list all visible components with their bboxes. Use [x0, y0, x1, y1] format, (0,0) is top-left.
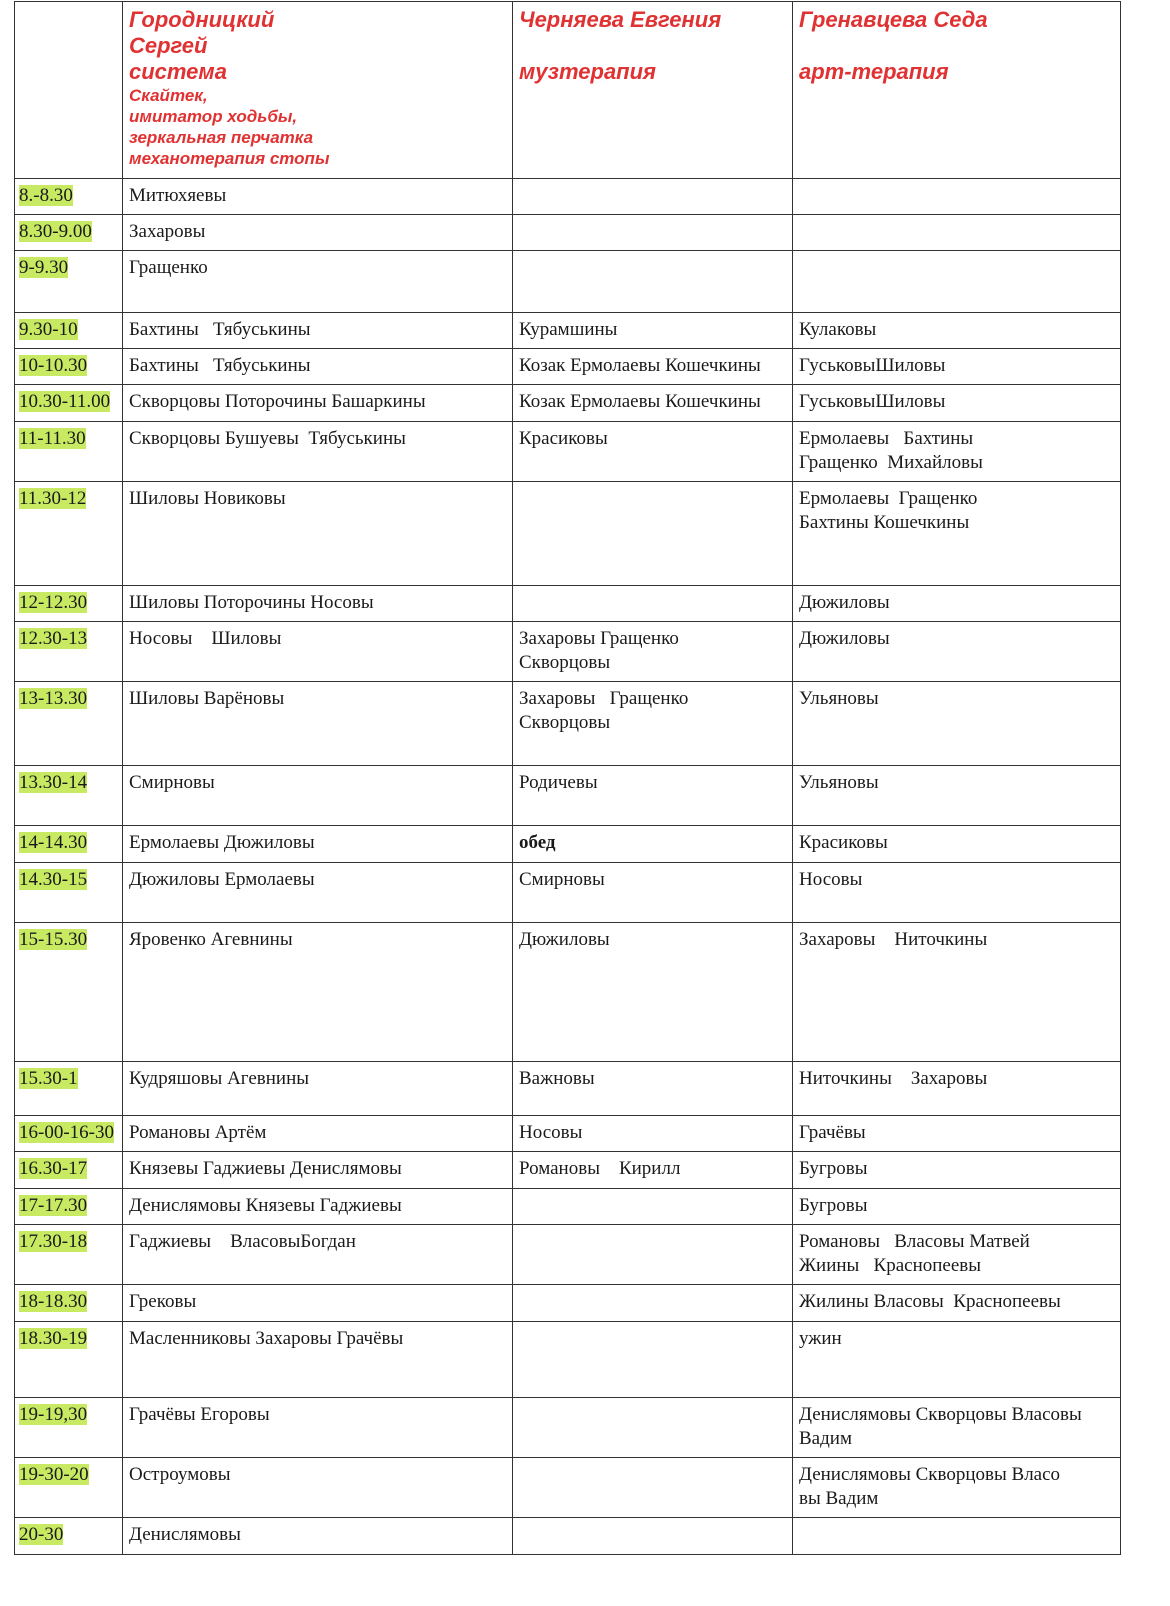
schedule-row	[15, 179, 1121, 215]
specialist-1-cell	[123, 1518, 513, 1555]
patients-text: Шиловы Поторочины Носовы	[129, 592, 374, 613]
header-time-cell	[15, 2, 123, 179]
time-slot-label: 13-13.30	[19, 688, 88, 709]
patients-text: Бахтины Тябуськины	[129, 355, 311, 376]
patients-text: Ермолаевы Бахтины Гращенко Михайловы	[799, 428, 983, 473]
schedule-row	[15, 215, 1121, 251]
specialist-3-cell	[793, 1285, 1121, 1322]
schedule-row	[15, 1116, 1121, 1152]
time-slot-label: 17.30-18	[19, 1231, 88, 1252]
schedule-row	[15, 622, 1121, 682]
patients-text: Ниточкины Захаровы	[799, 1068, 988, 1089]
patients-text: Дюжиловы Ермолаевы	[129, 869, 315, 890]
specialist-2-cell	[513, 766, 793, 826]
schedule-row	[15, 586, 1121, 622]
time-cell	[15, 482, 123, 586]
patients-text: Носовы Шиловы	[129, 628, 282, 649]
patients-text: Масленниковы Захаровы Грачёвы	[129, 1328, 404, 1349]
specialist-2-cell	[513, 682, 793, 766]
specialist-3-cell	[793, 1518, 1121, 1555]
specialist-2-cell	[513, 586, 793, 622]
specialist-1-cell	[123, 923, 513, 1062]
patients-text: Шиловы Варёновы	[129, 688, 285, 709]
specialist-3-cell	[793, 923, 1121, 1062]
header-col2-name: Черняева Евгения	[519, 7, 722, 32]
header-row	[15, 2, 1121, 179]
schedule-row	[15, 1152, 1121, 1189]
specialist-3-cell	[793, 622, 1121, 682]
specialist-3-cell	[793, 1398, 1121, 1458]
specialist-2-cell	[513, 1458, 793, 1518]
specialist-1-cell	[123, 586, 513, 622]
schedule-row	[15, 1518, 1121, 1555]
patients-text: Захаровы Ниточкины	[799, 929, 988, 950]
specialist-2-cell	[513, 1322, 793, 1398]
patients-text: Родичевы	[519, 772, 598, 793]
specialist-3-cell	[793, 1116, 1121, 1152]
time-cell	[15, 313, 123, 349]
patients-text: Жилины Власовы Краснопеевы	[799, 1291, 1061, 1312]
schedule-row	[15, 482, 1121, 586]
patients-text: Красиковы	[799, 832, 888, 853]
time-cell	[15, 1152, 123, 1189]
schedule-row	[15, 1062, 1121, 1116]
specialist-1-cell	[123, 1285, 513, 1322]
patients-text: Козак Ермолаевы Кошечкины	[519, 355, 761, 376]
specialist-2-cell	[513, 1225, 793, 1285]
specialist-3-cell	[793, 766, 1121, 826]
time-cell	[15, 1285, 123, 1322]
specialist-3-cell	[793, 482, 1121, 586]
specialist-1-cell	[123, 622, 513, 682]
specialist-3-cell	[793, 179, 1121, 215]
specialist-2-cell	[513, 1518, 793, 1555]
specialist-1-cell	[123, 1398, 513, 1458]
specialist-1-cell	[123, 251, 513, 313]
patients-text: Ермолаевы Гращенко Бахтины Кошечкины	[799, 488, 978, 533]
patients-text: Остроумовы	[129, 1464, 231, 1485]
specialist-3-cell	[793, 251, 1121, 313]
schedule-row	[15, 1189, 1121, 1225]
patients-text: Бугровы	[799, 1195, 868, 1216]
time-slot-label: 17-17.30	[19, 1195, 88, 1216]
specialist-3-cell	[793, 1152, 1121, 1189]
specialist-2-cell	[513, 1116, 793, 1152]
specialist-2-cell	[513, 622, 793, 682]
time-cell	[15, 1062, 123, 1116]
patients-text: Скворцовы Бушуевы Тябуськины	[129, 428, 406, 449]
patients-text: Дюжиловы	[799, 628, 890, 649]
specialist-2-cell	[513, 1398, 793, 1458]
time-slot-label: 11.30-12	[19, 488, 87, 509]
specialist-2-cell	[513, 251, 793, 313]
patients-text: Романовы Кирилл	[519, 1158, 681, 1179]
time-slot-label: 8.-8.30	[19, 185, 73, 206]
time-cell	[15, 622, 123, 682]
patients-text: Ермолаевы Дюжиловы	[129, 832, 315, 853]
specialist-1-cell	[123, 1225, 513, 1285]
time-slot-label: 13.30-14	[19, 772, 88, 793]
patients-text: ужин	[799, 1328, 842, 1349]
specialist-1-cell	[123, 179, 513, 215]
header-col1-sub-line: имитатор ходьбы,	[129, 107, 298, 126]
time-slot-label: 15-15.30	[19, 929, 88, 950]
time-slot-label: 11-11.30	[19, 428, 86, 449]
time-cell	[15, 1458, 123, 1518]
schedule-row	[15, 1225, 1121, 1285]
specialist-3-cell	[793, 1189, 1121, 1225]
time-cell	[15, 1225, 123, 1285]
specialist-3-cell	[793, 863, 1121, 923]
time-cell	[15, 349, 123, 385]
patients-text: ГуськовыШиловы	[799, 391, 946, 412]
specialist-1-cell	[123, 766, 513, 826]
patients-text: Денислямовы Скворцовы Власо вы Вадим	[799, 1464, 1061, 1509]
patients-text: Гращенко	[129, 257, 208, 278]
schedule-table	[14, 1, 1121, 1555]
schedule-row	[15, 1458, 1121, 1518]
specialist-3-cell	[793, 682, 1121, 766]
specialist-1-cell	[123, 422, 513, 482]
time-cell	[15, 863, 123, 923]
specialist-1-cell	[123, 1322, 513, 1398]
schedule-row	[15, 422, 1121, 482]
time-slot-label: 20-30	[19, 1524, 64, 1545]
time-slot-label: 14-14.30	[19, 832, 88, 853]
schedule-row	[15, 682, 1121, 766]
time-cell	[15, 586, 123, 622]
specialist-1-cell	[123, 1116, 513, 1152]
header-col2-cell	[513, 2, 793, 179]
specialist-2-cell	[513, 923, 793, 1062]
patients-text: Красиковы	[519, 428, 608, 449]
time-cell	[15, 251, 123, 313]
schedule-row	[15, 1322, 1121, 1398]
patients-text: Яровенко Агевнины	[129, 929, 293, 950]
header-col3-cell	[793, 2, 1121, 179]
time-cell	[15, 179, 123, 215]
time-slot-label: 18-18.30	[19, 1291, 88, 1312]
patients-text: Грачёвы Егоровы	[129, 1404, 270, 1425]
specialist-2-cell	[513, 1152, 793, 1189]
specialist-2-cell	[513, 826, 793, 863]
patients-text: Кулаковы	[799, 319, 877, 340]
time-cell	[15, 1116, 123, 1152]
time-slot-label: 12.30-13	[19, 628, 88, 649]
patients-text: ГуськовыШиловы	[799, 355, 946, 376]
header-col1-name-line: Сергей	[129, 33, 208, 58]
time-slot-label: 19-30-20	[19, 1464, 89, 1485]
patients-text: Денислямовы	[129, 1524, 241, 1545]
patients-text: Ульяновы	[799, 772, 879, 793]
time-cell	[15, 1518, 123, 1555]
patients-text: Смирновы	[129, 772, 215, 793]
patients-text: Важновы	[519, 1068, 595, 1089]
specialist-3-cell	[793, 586, 1121, 622]
header-col1-name-line: Городницкий	[129, 7, 275, 32]
patients-text: Бахтины Тябуськины	[129, 319, 311, 340]
specialist-1-cell	[123, 1458, 513, 1518]
specialist-1-cell	[123, 1189, 513, 1225]
specialist-2-cell	[513, 215, 793, 251]
patients-text: Романовы Власовы Матвей Жиины Краснопеевы	[799, 1231, 1030, 1276]
time-slot-label: 16-00-16-30	[19, 1122, 114, 1143]
header-col1-name-line: система	[129, 59, 227, 84]
time-slot-label: 18.30-19	[19, 1328, 88, 1349]
time-cell	[15, 766, 123, 826]
specialist-3-cell	[793, 422, 1121, 482]
patients-text: Князевы Гаджиевы Денислямовы	[129, 1158, 402, 1179]
time-slot-label: 10.30-11.00	[19, 391, 111, 412]
specialist-3-cell	[793, 1458, 1121, 1518]
time-slot-label: 19-19,30	[19, 1404, 88, 1425]
patients-text: Грачёвы	[799, 1122, 866, 1143]
patients-text: обед	[519, 832, 556, 853]
patients-text: Носовы	[519, 1122, 583, 1143]
specialist-3-cell	[793, 215, 1121, 251]
time-cell	[15, 682, 123, 766]
patients-text: Митюхяевы	[129, 185, 227, 206]
specialist-1-cell	[123, 682, 513, 766]
specialist-3-cell	[793, 349, 1121, 385]
schedule-row	[15, 251, 1121, 313]
header-col1-sub-line: Скайтек,	[129, 86, 208, 105]
schedule-row	[15, 1398, 1121, 1458]
patients-text: Гаджиевы ВласовыБогдан	[129, 1231, 356, 1252]
patients-text: Денислямовы Князевы Гаджиевы	[129, 1195, 402, 1216]
patients-text: Бугровы	[799, 1158, 868, 1179]
specialist-1-cell	[123, 385, 513, 422]
patients-text: Романовы Артём	[129, 1122, 267, 1143]
specialist-1-cell	[123, 863, 513, 923]
header-col1-sub-line: механотерапия стопы	[129, 149, 330, 168]
patients-text: Дюжиловы	[799, 592, 890, 613]
schedule-rows	[15, 179, 1121, 1555]
patients-text: Курамшины	[519, 319, 618, 340]
specialist-1-cell	[123, 826, 513, 863]
patients-text: Грековы	[129, 1291, 197, 1312]
specialist-2-cell	[513, 1062, 793, 1116]
time-slot-label: 14.30-15	[19, 869, 88, 890]
specialist-1-cell	[123, 482, 513, 586]
time-cell	[15, 422, 123, 482]
time-cell	[15, 215, 123, 251]
time-cell	[15, 1398, 123, 1458]
time-cell	[15, 1322, 123, 1398]
specialist-2-cell	[513, 482, 793, 586]
schedule-row	[15, 766, 1121, 826]
patients-text: Захаровы Гращенко Скворцовы	[519, 628, 679, 673]
schedule-row	[15, 349, 1121, 385]
time-cell	[15, 923, 123, 1062]
specialist-3-cell	[793, 1322, 1121, 1398]
patients-text: Кудряшовы Агевнины	[129, 1068, 310, 1089]
time-cell	[15, 1189, 123, 1225]
patients-text: Смирновы	[519, 869, 605, 890]
specialist-1-cell	[123, 1152, 513, 1189]
specialist-1-cell	[123, 313, 513, 349]
specialist-1-cell	[123, 1062, 513, 1116]
patients-text: Носовы	[799, 869, 863, 890]
specialist-3-cell	[793, 1062, 1121, 1116]
patients-text: Козак Ермолаевы Кошечкины	[519, 391, 761, 412]
header-col2-specialty: музтерапия	[519, 59, 657, 84]
specialist-2-cell	[513, 863, 793, 923]
time-slot-label: 8.30-9.00	[19, 221, 92, 242]
specialist-3-cell	[793, 826, 1121, 863]
patients-text: Захаровы Гращенко Скворцовы	[519, 688, 689, 733]
specialist-2-cell	[513, 179, 793, 215]
schedule-row	[15, 826, 1121, 863]
patients-text: Шиловы Новиковы	[129, 488, 286, 509]
patients-text: Дюжиловы	[519, 929, 610, 950]
header-col3-specialty: арт-терапия	[799, 59, 949, 84]
specialist-3-cell	[793, 385, 1121, 422]
time-slot-label: 9-9.30	[19, 257, 69, 278]
specialist-3-cell	[793, 313, 1121, 349]
specialist-2-cell	[513, 1189, 793, 1225]
time-slot-label: 10-10.30	[19, 355, 88, 376]
specialist-2-cell	[513, 385, 793, 422]
schedule-row	[15, 1285, 1121, 1322]
specialist-2-cell	[513, 422, 793, 482]
schedule-row	[15, 313, 1121, 349]
time-slot-label: 9.30-10	[19, 319, 78, 340]
schedule-row	[15, 385, 1121, 422]
patients-text: Денислямовы Скворцовы Власовы Вадим	[799, 1404, 1082, 1449]
header-col1-sub-line: зеркальная перчатка	[129, 128, 314, 147]
time-cell	[15, 826, 123, 863]
specialist-1-cell	[123, 349, 513, 385]
schedule-row	[15, 923, 1121, 1062]
schedule-row	[15, 863, 1121, 923]
specialist-2-cell	[513, 313, 793, 349]
header-col3-name: Гренавцева Седа	[799, 7, 988, 32]
specialist-3-cell	[793, 1225, 1121, 1285]
patients-text: Ульяновы	[799, 688, 879, 709]
specialist-1-cell	[123, 215, 513, 251]
header-col1-cell	[123, 2, 513, 179]
time-cell	[15, 385, 123, 422]
time-slot-label: 15.30-1	[19, 1068, 78, 1089]
time-slot-label: 16.30-17	[19, 1158, 88, 1179]
patients-text: Скворцовы Поторочины Башаркины	[129, 391, 426, 412]
specialist-2-cell	[513, 349, 793, 385]
patients-text: Захаровы	[129, 221, 206, 242]
specialist-2-cell	[513, 1285, 793, 1322]
time-slot-label: 12-12.30	[19, 592, 88, 613]
